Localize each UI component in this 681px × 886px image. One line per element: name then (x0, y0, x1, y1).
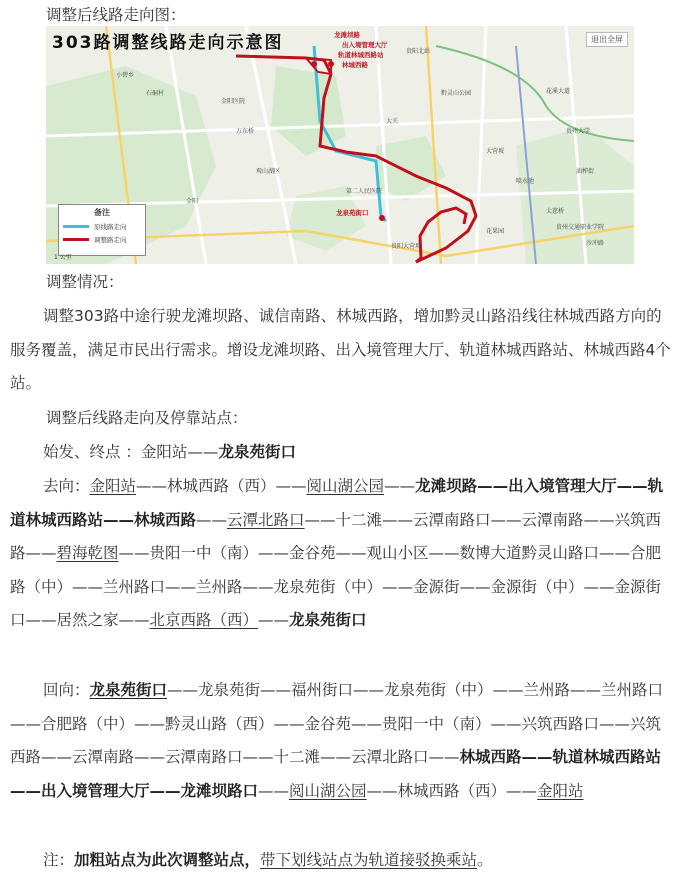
legend-swatch (63, 225, 89, 228)
fullscreen-button[interactable]: 退出全屏 (586, 32, 628, 47)
section-heading: 调整情况： (46, 273, 124, 291)
map-title: 303路调整线路走向示意图 (52, 33, 284, 53)
route-label: 龙泉苑街口 (336, 209, 369, 217)
legend-label: 原线路走向 (94, 223, 127, 231)
legend-swatch (63, 238, 89, 241)
outbound-route: 去向：金阳站——林城西路（西）——阅山湖公园——龙滩坝路——出入境管理大厅——轨道林城西路站——林城西路——云潭北路口——十二滩——云潭南路口——云潭南路——兴筑西路——碧海乾图——贵阳一中（南）——金谷苑——观山小区——数博大道黔灵山路口——合肥路（中）——兰州路口——兰州路——龙泉苑街（中）——金源街——金源街（中）——金源街口——居然之家——北京西路（西）——龙泉苑街口 (10, 477, 664, 629)
map-label: 花溪大道 (546, 88, 571, 95)
route-label: 轨道林城西路站 (338, 51, 384, 59)
legend-item (63, 235, 141, 244)
map-label: 贵阳大营坡 (391, 243, 422, 250)
map-label: 贵州交通职业学院 (556, 224, 605, 231)
map-legend (58, 204, 146, 256)
section-heading: 调整后线路走向及停靠站点： (46, 409, 248, 427)
map-label: 金阳医院 (221, 98, 246, 105)
map-label: 观山湖区 (256, 168, 281, 175)
legend-label: 调整路走向 (94, 236, 127, 244)
map-label: 万东桥 (236, 128, 255, 135)
map-label: 金阳 (186, 198, 199, 205)
map-label: 贵阳北站 (406, 48, 431, 55)
map-label: 黔灵山公园 (441, 90, 472, 97)
route-label: 林城西路 (342, 61, 368, 69)
map-label: 第二人民医院 (346, 188, 383, 195)
terminus-line: 始发、终点 ：金阳站——龙泉苑街口 (43, 443, 296, 461)
map-label: 花果园 (486, 228, 505, 235)
map-label: 沙冲路 (586, 240, 605, 247)
note-line: 注：加粗站点为此次调整站点，带下划线站点为轨道接驳换乘站。 (43, 851, 493, 869)
map-label: 小碧乡 (116, 72, 135, 79)
legend-title: 备注 (94, 208, 110, 217)
map-label: 大关 (386, 118, 399, 125)
map-scale: 1 公里 (54, 254, 72, 261)
inbound-route: 回向：龙泉苑街口——龙泉苑街——福州街口——龙泉苑街（中）——兰州路——兰州路口——合肥路（中）——黔灵山路（西）——金谷苑——贵阳一中（南）——兴筑西路口——兴筑西路——云潭南路——云潭南路口——十二滩——云潭北路口——林城西路——轨道林城西路站——出入境管理大厅——龙滩坝路口——阅山湖公园——林城西路（西）——金阳站 (10, 681, 664, 800)
map-label: 贵州大学 (566, 128, 591, 135)
map-label: 石硐村 (146, 90, 165, 97)
map-caption: 调整后线路走向图： (46, 6, 186, 24)
legend-item (63, 222, 141, 231)
map-label: 油榨街 (576, 168, 595, 175)
map-label: 太慈桥 (546, 208, 565, 215)
map-label: 大营坡 (486, 148, 505, 155)
route-label: 出入境管理大厅 (342, 41, 388, 49)
map-label: 喷水池 (516, 178, 535, 185)
route-map (46, 26, 634, 264)
adjustment-paragraph: 调整303路中途行驶龙滩坝路、诚信南路、林城西路，增加黔灵山路沿线往林城西路方向的服务覆盖，满足市民出行需求。增设龙滩坝路、出入境管理大厅、轨道林城西路站、林城西路4个站。 (10, 307, 671, 392)
route-label: 龙滩坝路 (334, 31, 360, 39)
